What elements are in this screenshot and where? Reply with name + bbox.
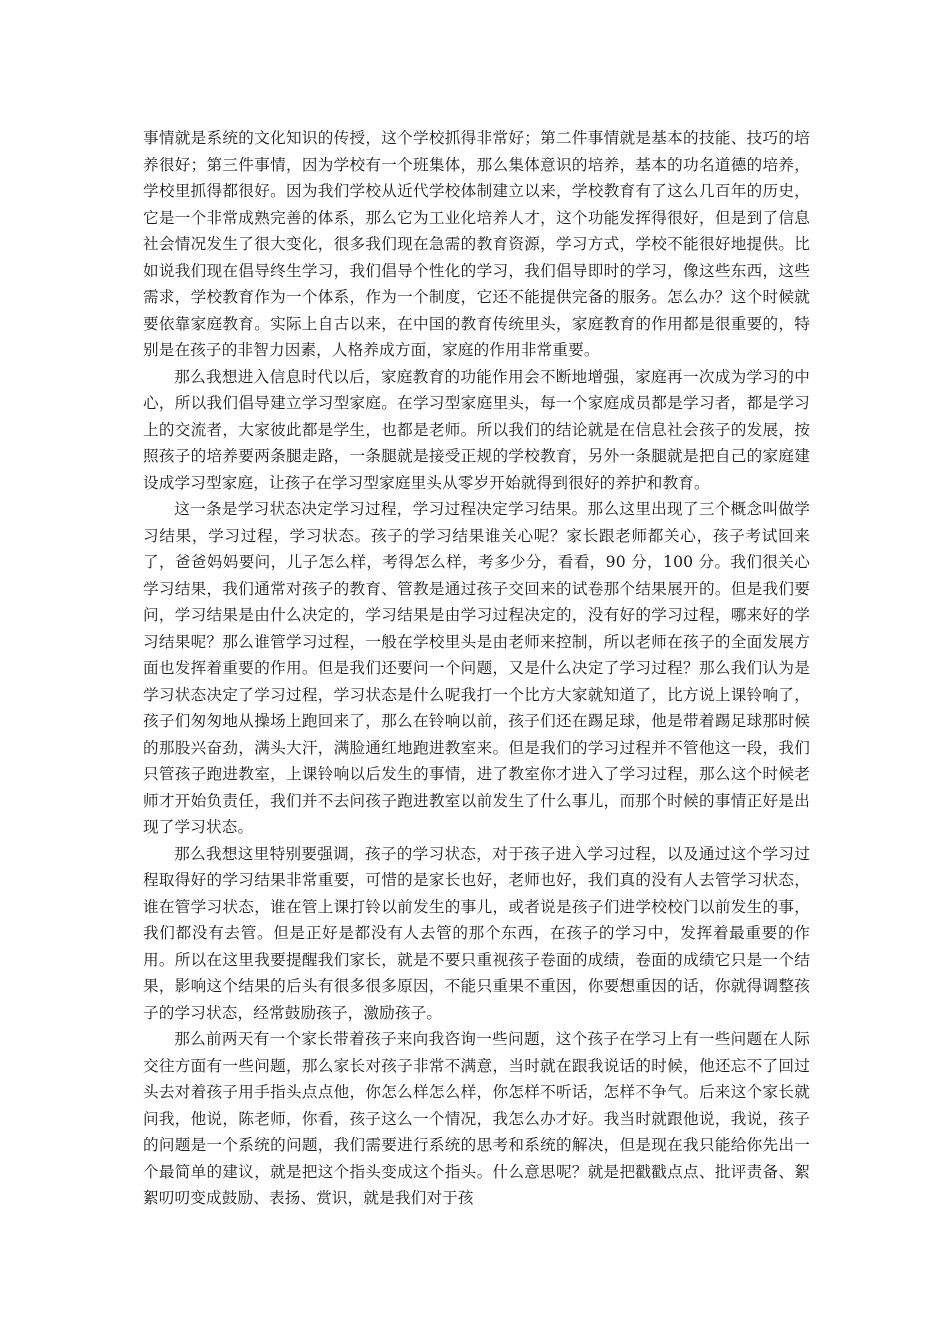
paragraph-3: 这一条是学习状态决定学习过程，学习过程决定学习结果。那么这里出现了三个概念叫做学习结果，学习过程，学习状态。孩子的学习结果谁关心呢？家长跟老师都关心，孩子考试回来了，爸爸妈妈要问，儿子怎么样，考得怎么样，考多少分，看看，90 分，100 分。我们很关心学习结果，我们通常对孩子的教育、管教是通过孩子交回来的试卷那个结果展开的。但是我们要问，学习结果是由什么决定的，学习结果是由学习过程决定的，没有好的学习过程，哪来好的学习结果呢？那么谁管学习过程，一般在学校里头是由老师来控制，所以老师在孩子的全面发展方面也发挥着重要的作用。但是我们还要问一个问题，又是什么决定了学习过程？那么我们认为是学习状态决定了学习过程，学习状态是什么呢我打一个比方大家就知道了，比方说上课铃响了，孩子们匆匆地从操场上跑回来了，那么在铃响以前，孩子们还在踢足球，他是带着踢足球那时候的那股兴奋劲，满头大汗，满脸通红地跑进教室来。但是我们的学习过程并不管他这一段，我们只管孩子跑进教室，上课铃响以后发生的事情，进了教室你才进入了学习过程，那么这个时候老师才开始负责任，我们并不去问孩子跑进教室以前发生了什么事儿，而那个时候的事情正好是出现了学习状态。	[143, 500, 810, 836]
paragraph-4: 那么我想这里特别要强调，孩子的学习状态，对于孩子进入学习过程，以及通过这个学习过程取得好的学习结果非常重要，可惜的是家长也好，老师也好，我们真的没有人去管学习状态，谁在管学习状态，谁在管上课打铃以前发生的事儿，或者说是孩子们进学校校门以前发生的事，我们都没有去管。但是正好是都没有人去管的那个东西，在孩子的学习中，发挥着最重要的作用。所以在这里我要提醒我们家长，就是不要只重视孩子卷面的成绩，卷面的成绩它只是一个结果，影响这个结果的后头有很多很多原因，不能只重果不重因，你要想重因的话，你就得调整孩子的学习状态，经常鼓励孩子，激励孩子。	[143, 844, 810, 1022]
paragraph-1: 事情就是系统的文化知识的传授，这个学校抓得非常好；第二件事情就是基本的技能、技巧的培养很好；第三件事情，因为学校有一个班集体，那么集体意识的培养，基本的功名道德的培养，学校里抓得都很好。因为我们学校从近代学校体制建立以来，学校教育有了这么几百年的历史，它是一个非常成熟完善的体系，那么它为工业化培养人才，这个功能发挥得很好，但是到了信息社会情况发生了很大变化，很多我们现在急需的教育资源，学习方式，学校不能很好地提供。比如说我们现在倡导终生学习，我们倡导个性化的学习，我们倡导即时的学习，像这些东西，这些需求，学校教育作为一个体系，作为一个制度，它还不能提供完备的服务。怎么办？这个时候就要依靠家庭教育。实际上自古以来，在中国的教育传统里头，家庭教育的作用都是很重要的，特别是在孩子的非智力因素，人格养成方面，家庭的作用非常重要。	[143, 129, 810, 359]
paragraph-2: 那么我想进入信息时代以后，家庭教育的功能作用会不断地增强，家庭再一次成为学习的中心，所以我们倡导建立学习型家庭。在学习型家庭里头，每一个家庭成员都是学习者，都是学习上的交流者，大家彼此都是学生，也都是老师。所以我们的结论就是在信息社会孩子的发展，按照孩子的培养要两条腿走路，一条腿就是接受正规的学校教育，另外一条腿就是把自己的家庭建设成学习型家庭，让孩子在学习型家庭里头从零岁开始就得到很好的养护和教育。	[143, 367, 810, 492]
document-body	[143, 125, 810, 1212]
paragraph-5: 那么前两天有一个家长带着孩子来向我咨询一些问题，这个孩子在学习上有一些问题在人际交往方面有一些问题，那么家长对孩子非常不满意，当时就在跟我说话的时候，他还忘不了回过头去对着孩子用手指头点点他，你怎么样怎么样，你怎样不听话，怎样不争气。后来这个家长就问我，他说，陈老师，你看，孩子这么一个情况，我怎么办才好。我当时就跟他说，我说，孩子的问题是一个系统的问题，我们需要进行系统的思考和系统的解决，但是现在我只能给你先出一个最简单的建议，就是把这个指头变成这个指头。什么意思呢？就是把戳戳点点、批评责备、絮絮叨叨变成鼓励、表扬、赏识，就是我们对于孩	[143, 1030, 810, 1207]
